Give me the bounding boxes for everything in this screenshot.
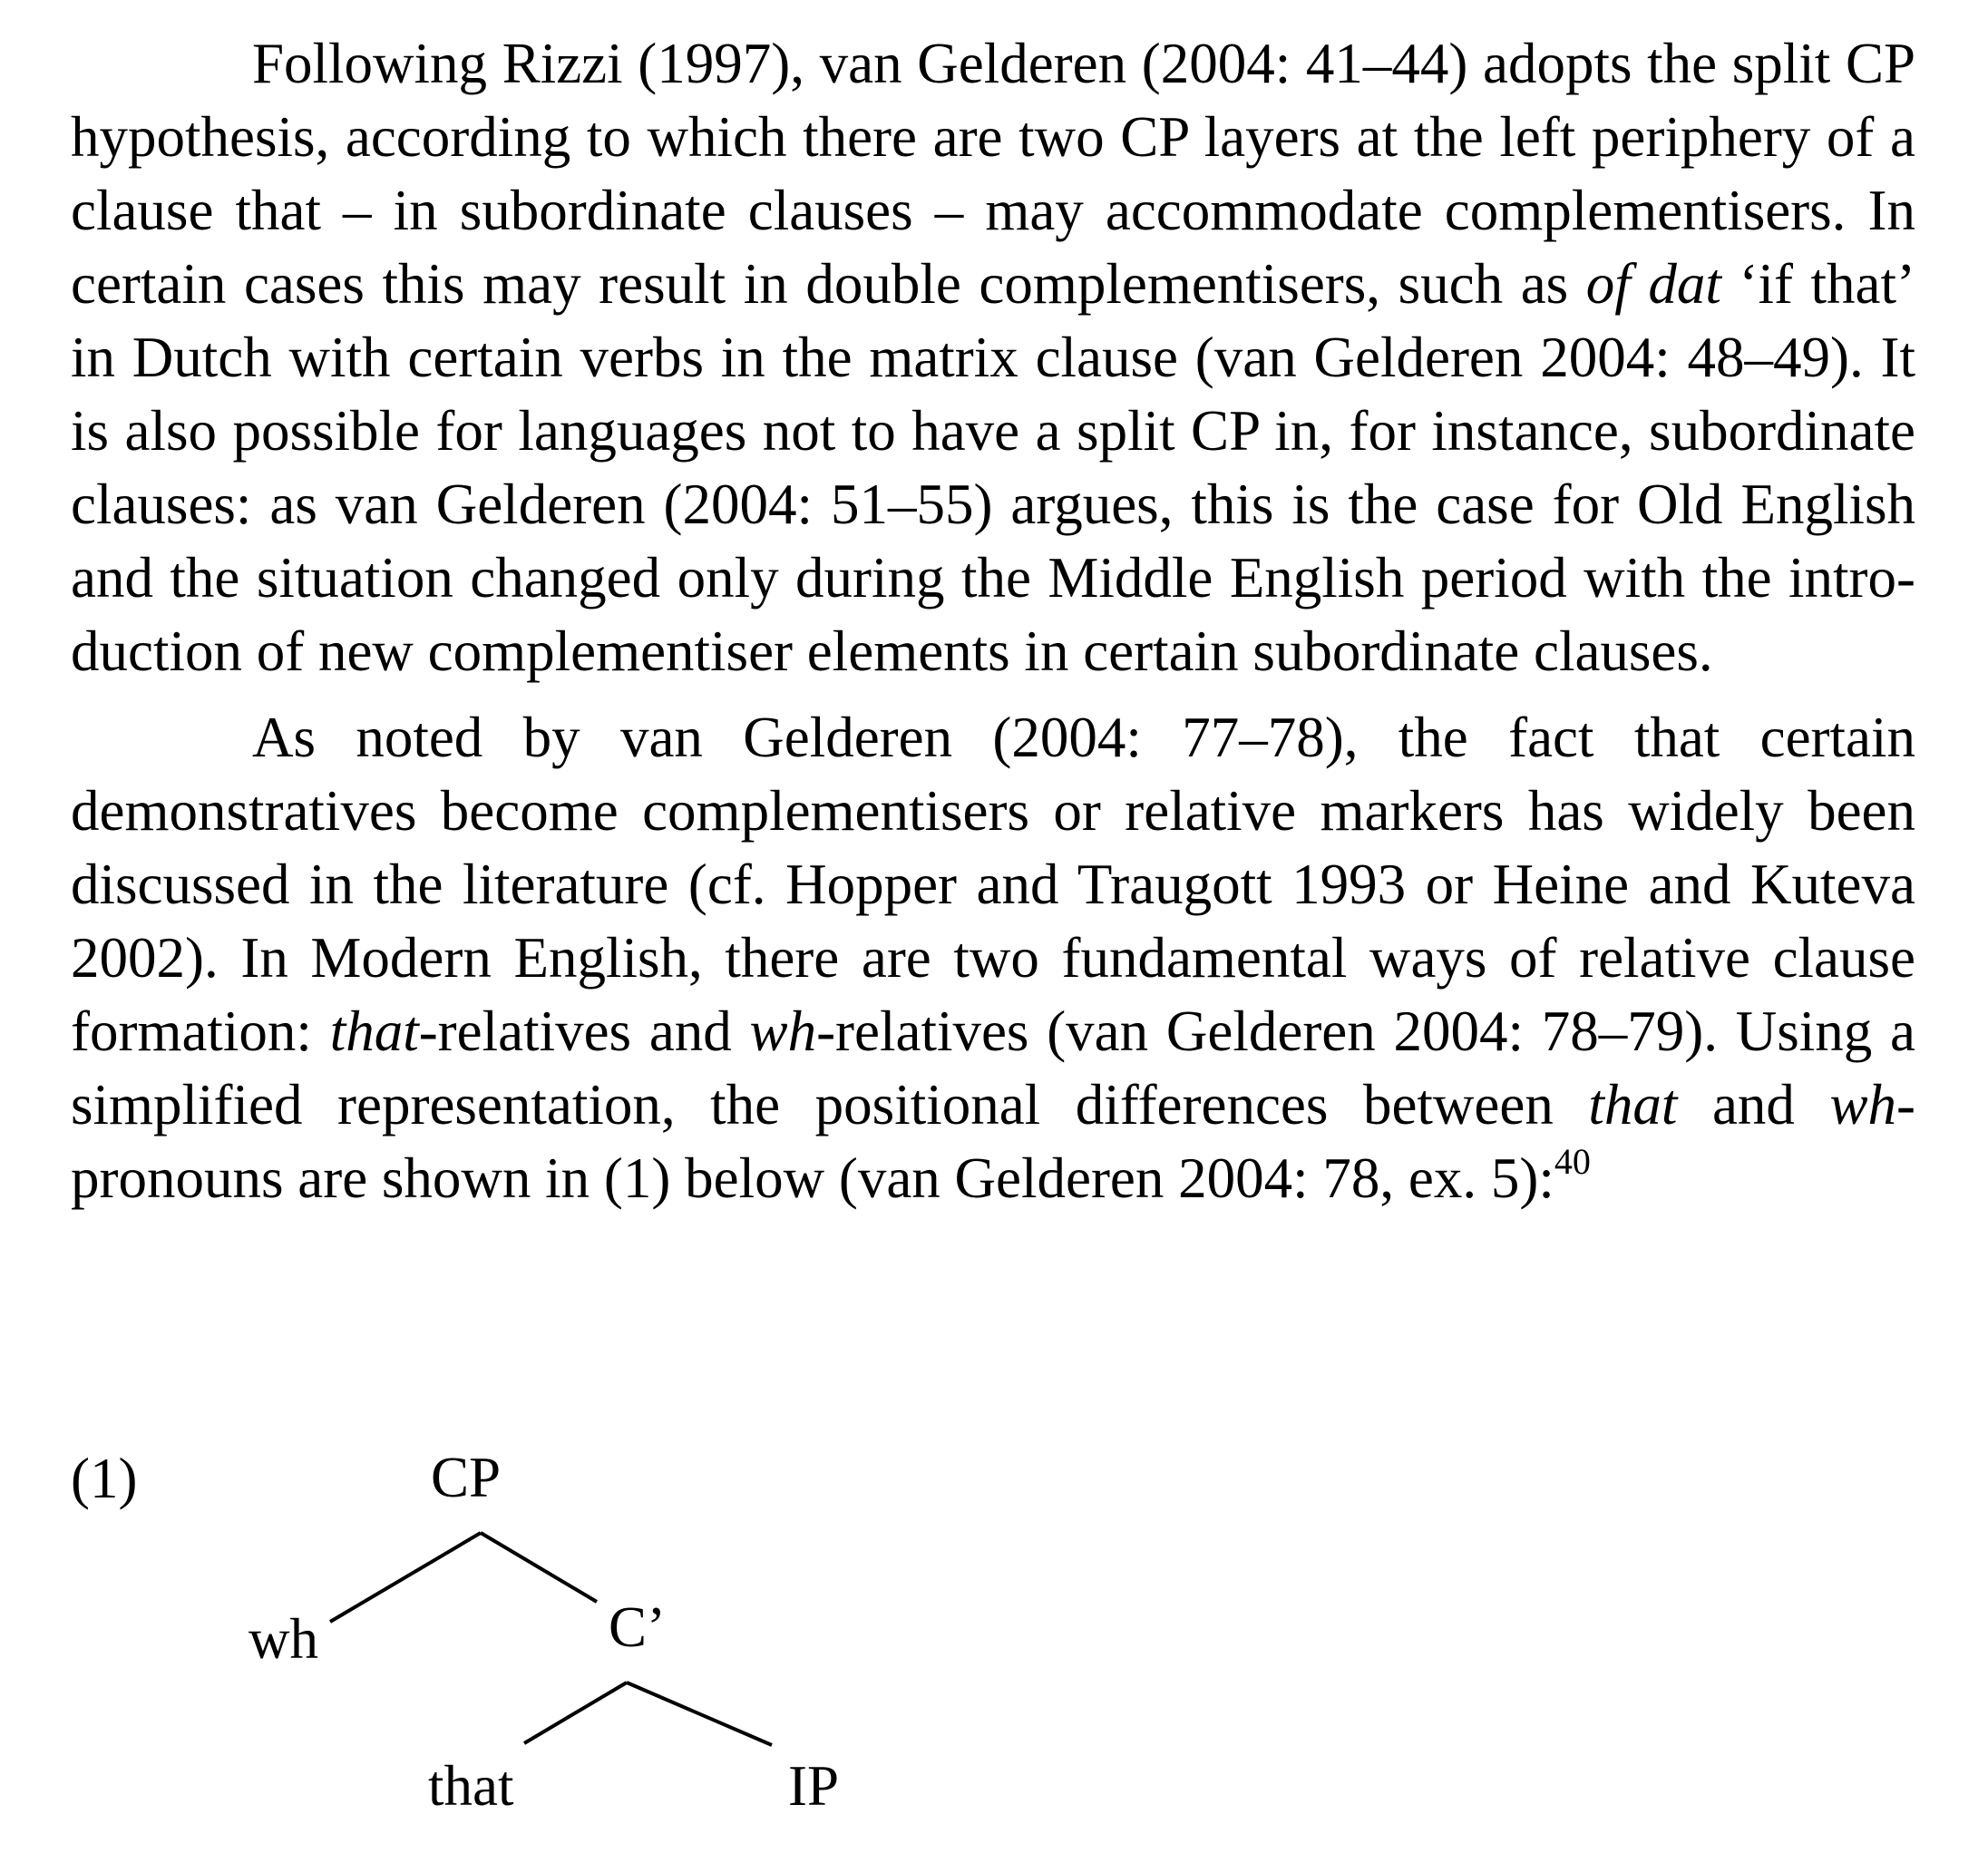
branch-cbar-to-ip [627,1683,772,1745]
text-run: ‘if that’ in Dutch with certain verbs in the matrix clause (van Gelderen 2004: 48–49). It is also possible for languages not to have a split CP in, for instance, subordinate clauses: as van Gelderen (2004: 51–55) argues, this is the case for Old English and the situation changed only during the Middle English period with the introduction of new complementiser elements in certain subordinate clauses. [71,252,1915,683]
branch-cp-to-wh [330,1533,481,1622]
italic-term: that [329,1000,419,1063]
node-wh: wh [248,1607,318,1671]
syntax-tree [71,1442,978,1859]
example-1-tree-diagram [71,1442,978,1859]
body-paragraph-2 [71,701,1915,1215]
text-run: As noted by van Gelderen (2004: 77–78), the fact that certain demonstratives become complementisers or relative markers has widely been discussed in the literature (cf. Hopper and Traugott 1993 or Heine and Kuteva 2002). In Modern English, there are two fundamental ways of relative clause formation: [71,706,1915,1063]
text-run: and [1677,1073,1830,1136]
node-that: that [428,1754,514,1818]
text-run: -relatives and [418,1000,750,1063]
text-run: Following Rizzi (1997), van Gelderen (2004: 41–44) adopts the split CP hypothesis, according to which there are two CP layers at the left periphery of a clause that – in subordinate clauses – may accommodate complementisers. In certain cases this may result in double complementisers, such as [71,32,1915,316]
branch-cbar-to-that [524,1683,627,1743]
footnote-marker[interactable]: 40 [1554,1141,1591,1182]
text-run: -relatives (van Gelderen 2004: 78–79). Using a simplified representation, the positional differences between [71,1000,1915,1136]
document-page [71,27,1915,1818]
example-number: (1) [71,1447,138,1510]
italic-term: wh [1829,1073,1897,1136]
node-ip: IP [788,1754,840,1818]
italic-term: wh [749,1000,817,1063]
italic-term: that [1588,1073,1678,1136]
node-cp: CP [431,1446,502,1509]
italic-term: of dat [1585,252,1721,316]
text-run: -pronouns are shown in (1) below (van Gelderen 2004: 78, ex. 5): [71,1073,1915,1210]
node-c-bar: C’ [609,1595,666,1659]
body-paragraph-1 [71,27,1915,688]
branch-cp-to-cbar [481,1533,597,1602]
